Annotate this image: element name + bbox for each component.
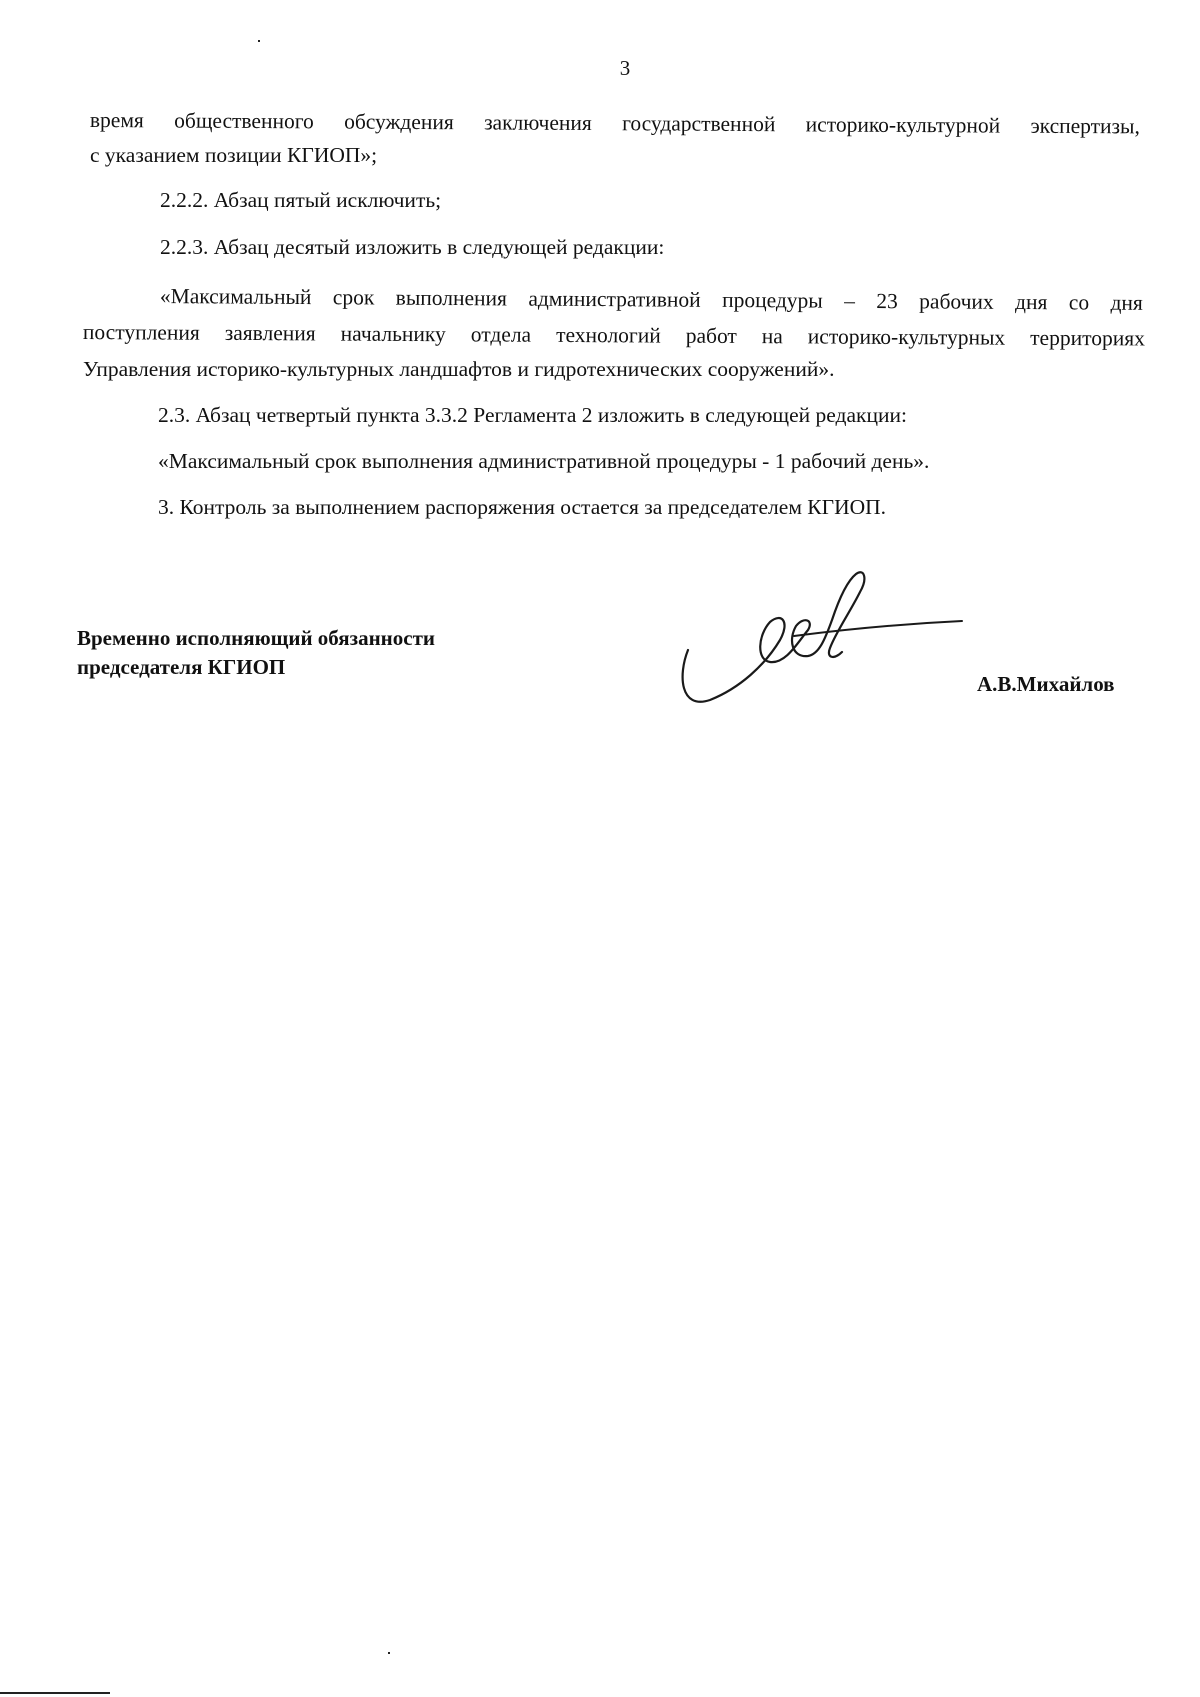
quote-line: поступления заявления начальнику отдела технологий работ на историко-культурных территориях xyxy=(82,319,1145,351)
quote-line: Управления историко-культурных ландшафтов и гидротехнических сооружений». xyxy=(83,357,835,381)
paragraph-line: с указанием позиции КГИОП»; xyxy=(90,143,378,167)
signatory-title xyxy=(77,624,435,682)
signatory-title-line: председателя КГИОП xyxy=(77,655,286,679)
list-item-3: 3. Контроль за выполнением распоряжения остается за председателем КГИОП. xyxy=(158,495,887,519)
page-number: 3 xyxy=(619,56,631,80)
list-item-2-2-3: 2.2.3. Абзац десятый изложить в следующей редакции: xyxy=(160,235,665,259)
handwritten-signature xyxy=(670,560,970,720)
signatory-title-line: Временно исполняющий обязанности xyxy=(77,626,436,650)
signatory-name: А.В.Михайлов xyxy=(977,672,1115,696)
scan-speck xyxy=(258,40,260,42)
list-item-2-3: 2.3. Абзац четвертый пункта 3.3.2 Регламента 2 изложить в следующей редакции: xyxy=(158,403,907,427)
list-item-2-2-2: 2.2.2. Абзац пятый исключить; xyxy=(160,188,442,212)
scan-edge-line xyxy=(0,1692,110,1694)
scan-speck xyxy=(388,1652,390,1654)
quote-line: «Максимальный срок выполнения административной процедуры - 1 рабочий день». xyxy=(158,449,930,473)
paragraph-line: время общественного обсуждения заключения государственной историко-культурной экспертизы, xyxy=(89,107,1140,139)
quote-line: «Максимальный срок выполнения административной процедуры – 23 рабочих дня со дня xyxy=(159,283,1143,315)
